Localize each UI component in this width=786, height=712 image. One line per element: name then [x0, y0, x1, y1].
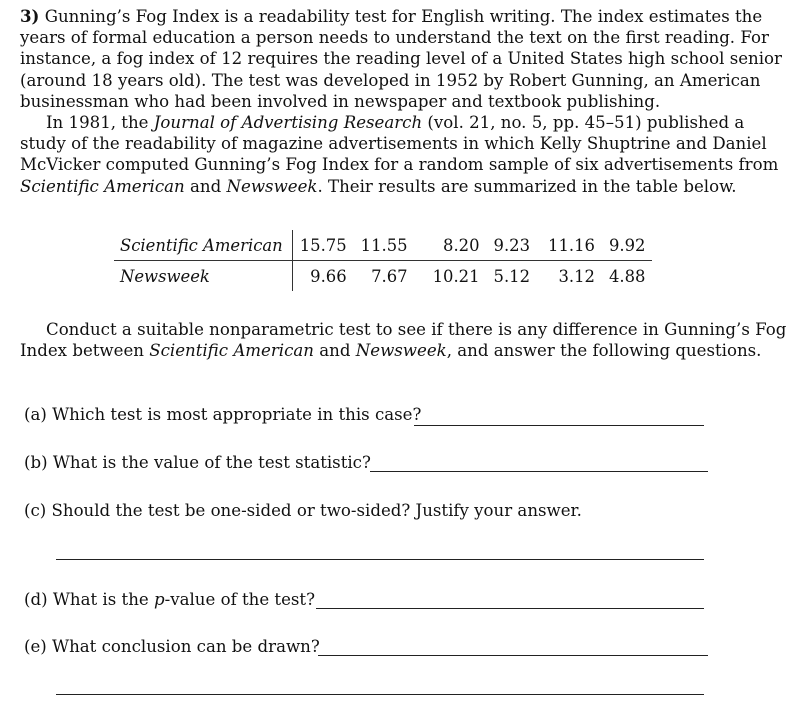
- answer-line-a[interactable]: [414, 425, 704, 426]
- table-cell: 4.88: [608, 266, 646, 286]
- answer-line-d[interactable]: [316, 608, 704, 609]
- instructions-line-2: Index between Scientific American and Newsweek, and answer the following questions.: [20, 341, 762, 361]
- question-d: (d) What is the p-value of the test?: [24, 590, 315, 609]
- intro-line-5: businessman who had been involved in newspaper and textbook publishing.: [20, 91, 661, 111]
- question-a: (a) Which test is most appropriate in this case?: [24, 405, 422, 424]
- table-cell: 8.20: [415, 230, 487, 261]
- journal-title: Journal of Advertising Research: [153, 113, 423, 133]
- problem-number: 3): [20, 6, 40, 26]
- intro-line-4: (around 18 years old). The test was developed in 1952 by Robert Gunning, an American: [20, 70, 761, 90]
- instructions-paragraph: [20, 319, 786, 361]
- question-e: (e) What conclusion can be drawn?: [24, 637, 320, 656]
- table-row: [114, 261, 652, 292]
- table-cell: 10.21: [432, 266, 480, 286]
- table-cell: 9.23: [487, 230, 538, 261]
- intro-line-3: instance, a fog index of 12 requires the reading level of a United States high school senior: [20, 49, 782, 69]
- answer-line-e-2[interactable]: [56, 694, 704, 695]
- row-label: Scientific American: [114, 230, 292, 261]
- study-line-3: McVicker computed Gunning’s Fog Index for a random sample of six advertisements from: [20, 155, 779, 175]
- table-cell: 15.75: [292, 230, 353, 261]
- answer-line-e[interactable]: [318, 655, 708, 656]
- answer-line-b[interactable]: [370, 471, 708, 472]
- row-label: Newsweek: [114, 261, 292, 292]
- p-symbol: p: [153, 590, 165, 609]
- table-cell: 9.66: [310, 266, 347, 286]
- study-line-2: study of the readability of magazine advertisements in which Kelly Shuptrine and Daniel: [20, 134, 767, 154]
- fog-index-table: [114, 230, 652, 291]
- question-c: (c) Should the test be one-sided or two-sided? Justify your answer.: [24, 501, 582, 520]
- table-cell: 11.55: [354, 230, 415, 261]
- intro-line-2: years of formal education a person needs to understand the text on the first reading. For: [20, 28, 769, 48]
- table-cell: 11.16: [537, 230, 602, 261]
- instructions-line-1: Conduct a suitable nonparametric test to see if there is any difference in Gunning’s Fog: [46, 320, 786, 339]
- table-cell: 5.12: [493, 266, 531, 286]
- table-cell: 9.92: [602, 230, 653, 261]
- intro-paragraph: [20, 6, 782, 197]
- question-b: (b) What is the value of the test statistic?: [24, 453, 371, 472]
- answer-line-c[interactable]: [56, 559, 704, 560]
- table-cell: 3.12: [558, 266, 595, 286]
- intro-line-1: 3) Gunning’s Fog Index is a readability test for English writing. The index estimates the: [20, 6, 763, 26]
- table-row: [114, 230, 652, 261]
- study-line-4: Scientific American and Newsweek. Their results are summarized in the table below.: [20, 176, 737, 196]
- study-line-1: In 1981, the Journal of Advertising Research (vol. 21, no. 5, pp. 45–51) published a: [46, 113, 745, 133]
- table-cell: 7.67: [371, 266, 408, 286]
